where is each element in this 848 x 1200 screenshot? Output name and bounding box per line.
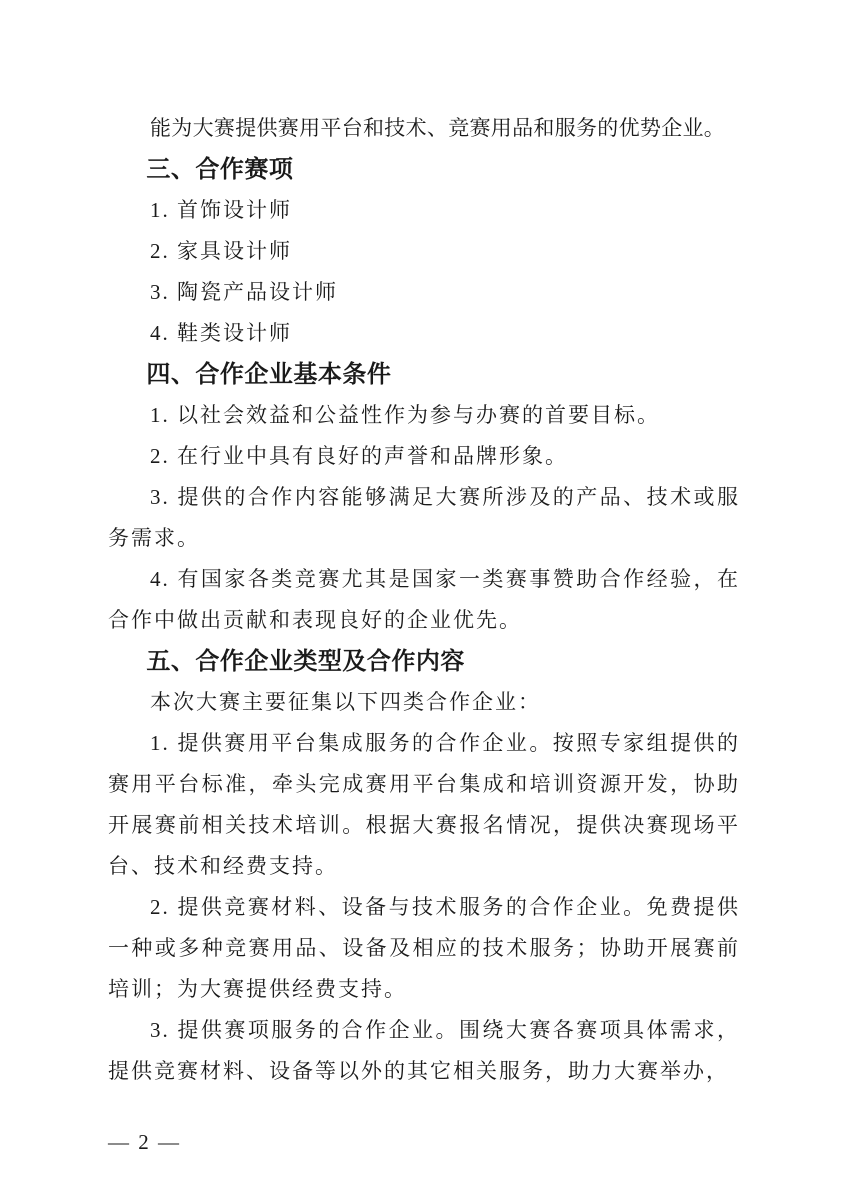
- paragraph: 3. 提供的合作内容能够满足大赛所涉及的产品、技术或服务需求。: [108, 485, 740, 550]
- section-heading: 三、合作赛项: [146, 156, 294, 183]
- section-heading: 四、合作企业基本条件: [146, 361, 392, 388]
- paragraph-continuation: 能为大赛提供赛用平台和技术、竞赛用品和服务的优势企业。: [150, 116, 726, 140]
- list-item: 4. 鞋类设计师: [150, 321, 292, 345]
- document-body: [108, 108, 740, 1092]
- paragraph: 本次大赛主要征集以下四类合作企业：: [150, 690, 541, 714]
- list-item: 2. 家具设计师: [150, 239, 292, 263]
- list-item: 1. 首饰设计师: [150, 198, 292, 222]
- paragraph: 4. 有国家各类竞赛尤其是国家一类赛事赞助合作经验，在合作中做出贡献和表现良好的企业优先。: [108, 567, 740, 632]
- paragraph: 1. 提供赛用平台集成服务的合作企业。按照专家组提供的赛用平台标准，牵头完成赛用平台集成和培训资源开发，协助开展赛前相关技术培训。根据大赛报名情况，提供决赛现场平台、技术和经费支持。: [108, 731, 740, 878]
- section-heading: 五、合作企业类型及合作内容: [146, 648, 465, 675]
- paragraph: 2. 提供竞赛材料、设备与技术服务的合作企业。免费提供一种或多种竞赛用品、设备及相应的技术服务；协助开展赛前培训；为大赛提供经费支持。: [108, 895, 740, 1001]
- list-item: 3. 陶瓷产品设计师: [150, 280, 338, 304]
- page-number: — 2 —: [108, 1130, 181, 1154]
- paragraph: 3. 提供赛项服务的合作企业。围绕大赛各赛项具体需求，提供竞赛材料、设备等以外的其它相关服务，助力大赛举办，: [108, 1018, 740, 1083]
- paragraph: 2. 在行业中具有良好的声誉和品牌形象。: [150, 444, 568, 468]
- paragraph: 1. 以社会效益和公益性作为参与办赛的首要目标。: [150, 403, 660, 427]
